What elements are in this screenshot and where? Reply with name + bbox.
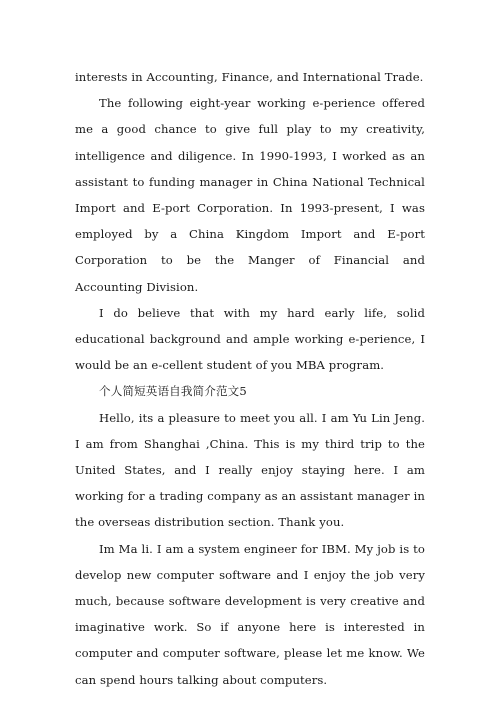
section-heading: 个人简短英语自我简介范文5: [99, 384, 247, 399]
document-body: [75, 64, 425, 693]
paragraph-continuation: interests in Accounting, Finance, and International Trade.: [75, 70, 424, 84]
paragraph-work-experience: The following eight-year working e-perience offered me a good chance to give full play to my creativity, intelligence and diligence. In 1990-1993, I worked as an assistant to funding manager in China National Technical Import and E-port Corporation. In 1993-present, I was employed by a China Kingdom Import and E-port Corporation to be the Manger of Financial and Accounting Division.: [75, 96, 425, 294]
paragraph-introduction-yu-lin-jeng: Hello, its a pleasure to meet you all. I am Yu Lin Jeng. I am from Shanghai ,China. This is my third trip to the United States, and I really enjoy staying here. I am working for a trading company as an assistant manager in the overseas distribution section. Thank you.: [75, 410, 425, 530]
paragraph-introduction-ma-li: Im Ma li. I am a system engineer for IBM. My job is to develop new computer software and I enjoy the job very much, because software development is very creative and imaginative work. So if anyone here is interested in computer and computer software, please let me know. We can spend hours talking about computers.: [75, 541, 425, 687]
paragraph-mba-statement: I do believe that with my hard early life, solid educational background and ample working e-perience, I would be an e-cellent student of you MBA program.: [75, 305, 425, 373]
